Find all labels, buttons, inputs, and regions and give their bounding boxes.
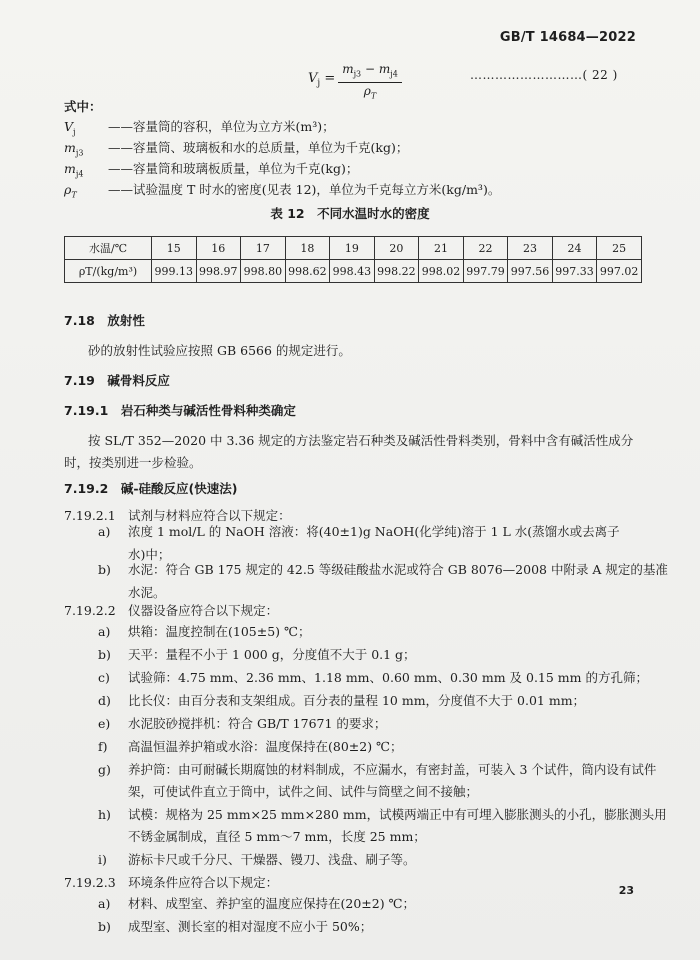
table-caption: 表 12 不同水温时水的密度 bbox=[270, 206, 430, 221]
density-cell: 997.79 bbox=[463, 260, 508, 283]
density-cell: 998.97 bbox=[196, 260, 241, 283]
equipment-item-d: d) 比长仪：由百分表和支架组成。百分表的量程 10 mm，分度值不大于 0.01 mm； bbox=[98, 693, 586, 708]
formula-lhs: $V_j$ = bbox=[308, 71, 336, 89]
density-cell: 998.02 bbox=[419, 260, 464, 283]
temp-cell: 20 bbox=[374, 237, 419, 260]
where-item-rho: $\rho_T$ ——试验温度 T 时水的密度(见表 12)，单位为千克每立方米(kg/m³)。 bbox=[64, 182, 501, 200]
temp-cell: 16 bbox=[196, 237, 241, 260]
equipment-item-c: c) 试验筛：4.75 mm、2.36 mm、1.18 mm、0.60 mm、0.30 mm 及 0.15 mm 的方孔筛； bbox=[98, 670, 648, 685]
equipment-item-f: f) 高温恒温养护箱或水浴：温度保持在(80±2) ℃； bbox=[98, 739, 403, 754]
reagent-item-a: a) 浓度 1 mol/L 的 NaOH 溶液：将(40±1)g NaOH(化学纯)溶于 1 L 水(蒸馏水或去离子 水)中； bbox=[98, 524, 620, 562]
fraction-bar bbox=[338, 82, 402, 83]
standard-number: GB/T 14684—2022 bbox=[499, 30, 636, 45]
reagent-item-b: b) 水泥：符合 GB 175 规定的 42.5 等级硅酸盐水泥或符合 GB 8076—2008 中附录 A 规定的基准 水泥。 bbox=[98, 562, 668, 600]
density-cell: 997.33 bbox=[552, 260, 597, 283]
equipment-item-g: g) 养护筒：由可耐碱长期腐蚀的材料制成，不应漏水，有密封盖，可装入 3 个试件，筒内设有试件 架，可使试件直立于筒中，试件之间、试件与筒壁之间不接触； bbox=[98, 762, 657, 799]
density-cell: 998.43 bbox=[330, 260, 375, 283]
temp-cell: 23 bbox=[508, 237, 553, 260]
section-7-19-heading: 7.19 碱骨料反应 bbox=[64, 373, 170, 388]
density-cell: 998.80 bbox=[241, 260, 286, 283]
where-item-mj3: $m_{j3}$ ——容量筒、玻璃板和水的总质量，单位为千克(kg)； bbox=[64, 140, 409, 158]
formula-fraction bbox=[334, 62, 406, 104]
temp-cell: 19 bbox=[330, 237, 375, 260]
section-7-19-1-body-line2: 时，按类别进一步检验。 bbox=[64, 455, 202, 470]
temp-cell: 22 bbox=[463, 237, 508, 260]
temp-cell: 17 bbox=[241, 237, 286, 260]
row-head-temperature: 水温/℃ bbox=[65, 237, 152, 260]
where-intro: 式中： bbox=[64, 99, 102, 114]
environment-item-a: a) 材料、成型室、养护室的温度应保持在(20±2) ℃； bbox=[98, 896, 416, 911]
temp-cell: 21 bbox=[419, 237, 464, 260]
section-7-18-body: 砂的放射性试验应按照 GB 6566 的规定进行。 bbox=[88, 343, 351, 358]
section-7-19-2-heading: 7.19.2 碱-硅酸反应(快速法) bbox=[64, 481, 238, 496]
environment-item-b: b) 成型室、测长室的相对湿度不应小于 50%； bbox=[98, 919, 373, 934]
density-cell: 997.56 bbox=[508, 260, 553, 283]
equipment-item-h: h) 试模：规格为 25 mm×25 mm×280 mm，试模两端正中有可埋入膨胀测头的小孔，膨胀测头用 不锈金属制成，直径 5 mm～7 mm，长度 25 mm； bbox=[98, 807, 667, 844]
formula-22 bbox=[308, 62, 408, 101]
table-row-temperature bbox=[65, 237, 642, 260]
section-7-18-heading: 7.18 放射性 bbox=[64, 313, 145, 328]
section-7-19-2-2-heading: 7.19.2.2 仪器设备应符合以下规定： bbox=[64, 603, 279, 618]
section-7-19-2-1-heading: 7.19.2.1 试剂与材料应符合以下规定： bbox=[64, 508, 291, 523]
water-density-table bbox=[64, 236, 642, 283]
equipment-item-i: i) 游标卡尺或千分尺、干燥器、镘刀、浅盘、刷子等。 bbox=[98, 852, 416, 867]
formula-numerator: $m_{j3} - m_{j4}$ bbox=[342, 62, 398, 79]
temp-cell: 18 bbox=[285, 237, 330, 260]
equipment-item-e: e) 水泥胶砂搅拌机：符合 GB/T 17671 的要求； bbox=[98, 716, 387, 731]
section-7-19-1-body-line1: 按 SL/T 352—2020 中 3.36 规定的方法鉴定岩石种类及碱活性骨料类别，骨料中含有碱活性成分 bbox=[88, 433, 634, 448]
where-item-mj4: $m_{j4}$ ——容量筒和玻璃板质量，单位为千克(kg)； bbox=[64, 161, 359, 179]
section-7-19-1-heading: 7.19.1 岩石种类与碱活性骨料种类确定 bbox=[64, 403, 296, 418]
density-cell: 998.62 bbox=[285, 260, 330, 283]
section-7-19-2-3-heading: 7.19.2.3 环境条件应符合以下规定： bbox=[64, 875, 279, 890]
equipment-item-b: b) 天平：量程不小于 1 000 g，分度值不大于 0.1 g； bbox=[98, 647, 416, 662]
temp-cell: 25 bbox=[597, 237, 642, 260]
row-head-density: ρT/(kg/m³) bbox=[65, 260, 152, 283]
temp-cell: 24 bbox=[552, 237, 597, 260]
density-cell: 999.13 bbox=[152, 260, 197, 283]
equation-number: ………………………( 22 ) bbox=[470, 68, 618, 82]
density-cell: 998.22 bbox=[374, 260, 419, 283]
table-row-density bbox=[65, 260, 642, 283]
equipment-item-a: a) 烘箱：温度控制在(105±5) ℃； bbox=[98, 624, 311, 639]
page-number: 23 bbox=[618, 884, 634, 897]
where-item-vj: $V_j$ ——容量筒的容积，单位为立方米(m³)； bbox=[64, 119, 335, 137]
density-cell: 997.02 bbox=[597, 260, 642, 283]
formula-denominator: $\rho_T$ bbox=[363, 84, 377, 101]
temp-cell: 15 bbox=[152, 237, 197, 260]
